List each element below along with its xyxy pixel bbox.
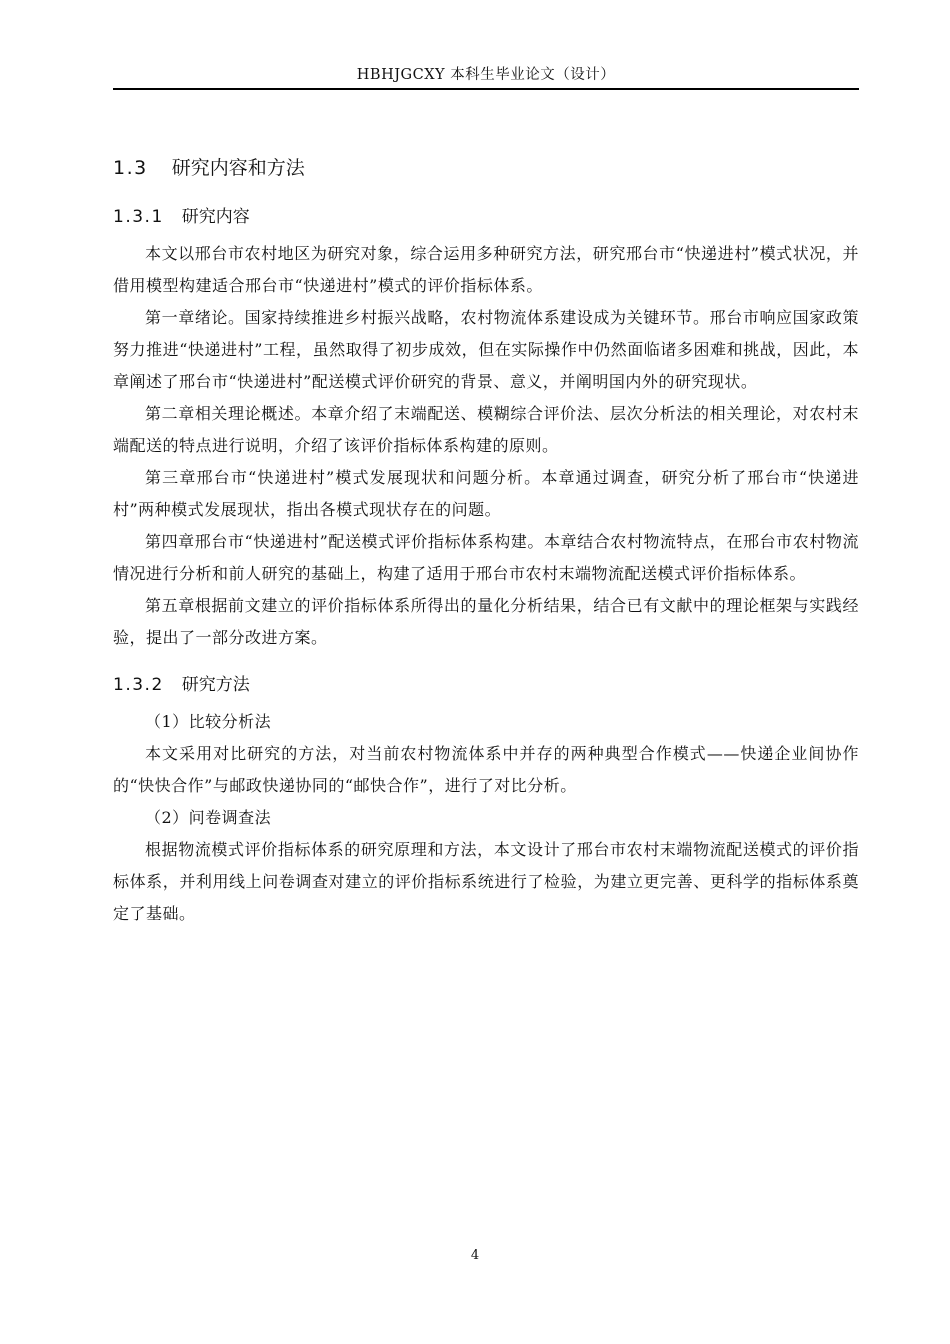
subsection-number: 1.3.1 (113, 207, 164, 227)
subsection-title: 研究方法 (181, 675, 250, 695)
paragraph-chapter-2: 第二章相关理论概述。本章介绍了末端配送、模糊综合评价法、层次分析法的相关理论，对农村末端配送的特点进行说明，介绍了该评价指标体系构建的原则。 (113, 404, 859, 455)
section-number: 1.3 (113, 157, 148, 179)
method-1-label: （1）比较分析法 (145, 712, 272, 731)
subsection-number: 1.3.2 (113, 675, 164, 695)
subsection-heading-content (113, 200, 859, 234)
paragraph-chapter-1: 第一章绪论。国家持续推进乡村振兴战略，农村物流体系建设成为关键环节。邢台市响应国家政策努力推进“快递进村”工程，虽然取得了初步成效，但在实际操作中仍然面临诸多困难和挑战，因此，本章阐述了邢台市“快递进村”配送模式评价研究的背景、意义，并阐明国内外的研究现状。 (113, 308, 859, 391)
subsection-title: 研究内容 (181, 207, 250, 227)
subsection-heading-methods (113, 668, 859, 702)
paragraph-chapter-3: 第三章邢台市“快递进村”模式发展现状和问题分析。本章通过调查，研究分析了邢台市“快递进村”两种模式发展现状，指出各模式现状存在的问题。 (113, 468, 859, 519)
paragraph-chapter-5: 第五章根据前文建立的评价指标体系所得出的量化分析结果，结合已有文献中的理论框架与实践经验，提出了一部分改进方案。 (113, 596, 859, 647)
section-heading (113, 150, 859, 186)
page-number: 4 (470, 1248, 480, 1263)
method-1-text: 本文采用对比研究的方法，对当前农村物流体系中并存的两种典型合作模式——快递企业间协作的“快快合作”与邮政快递协同的“邮快合作”，进行了对比分析。 (113, 744, 859, 795)
running-header: HBHJGCXY 本科生毕业论文（设计） (356, 67, 616, 83)
paragraph-intro: 本文以邢台市农村地区为研究对象，综合运用多种研究方法，研究邢台市“快递进村”模式状况，并借用模型构建适合邢台市“快递进村”模式的评价指标体系。 (113, 244, 859, 295)
paragraph-chapter-4: 第四章邢台市“快递进村”配送模式评价指标体系构建。本章结合农村物流特点，在邢台市农村物流情况进行分析和前人研究的基础上，构建了适用于邢台市农村末端物流配送模式评价指标体系。 (113, 532, 859, 583)
method-2-text: 根据物流模式评价指标体系的研究原理和方法，本文设计了邢台市农村末端物流配送模式的评价指标体系，并利用线上问卷调查对建立的评价指标系统进行了检验，为建立更完善、更科学的指标体系奠定了基础。 (113, 840, 859, 923)
method-2-label: （2）问卷调查法 (145, 808, 272, 827)
section-title: 研究内容和方法 (171, 157, 305, 179)
header-rule (113, 88, 859, 90)
page-body (113, 150, 859, 930)
